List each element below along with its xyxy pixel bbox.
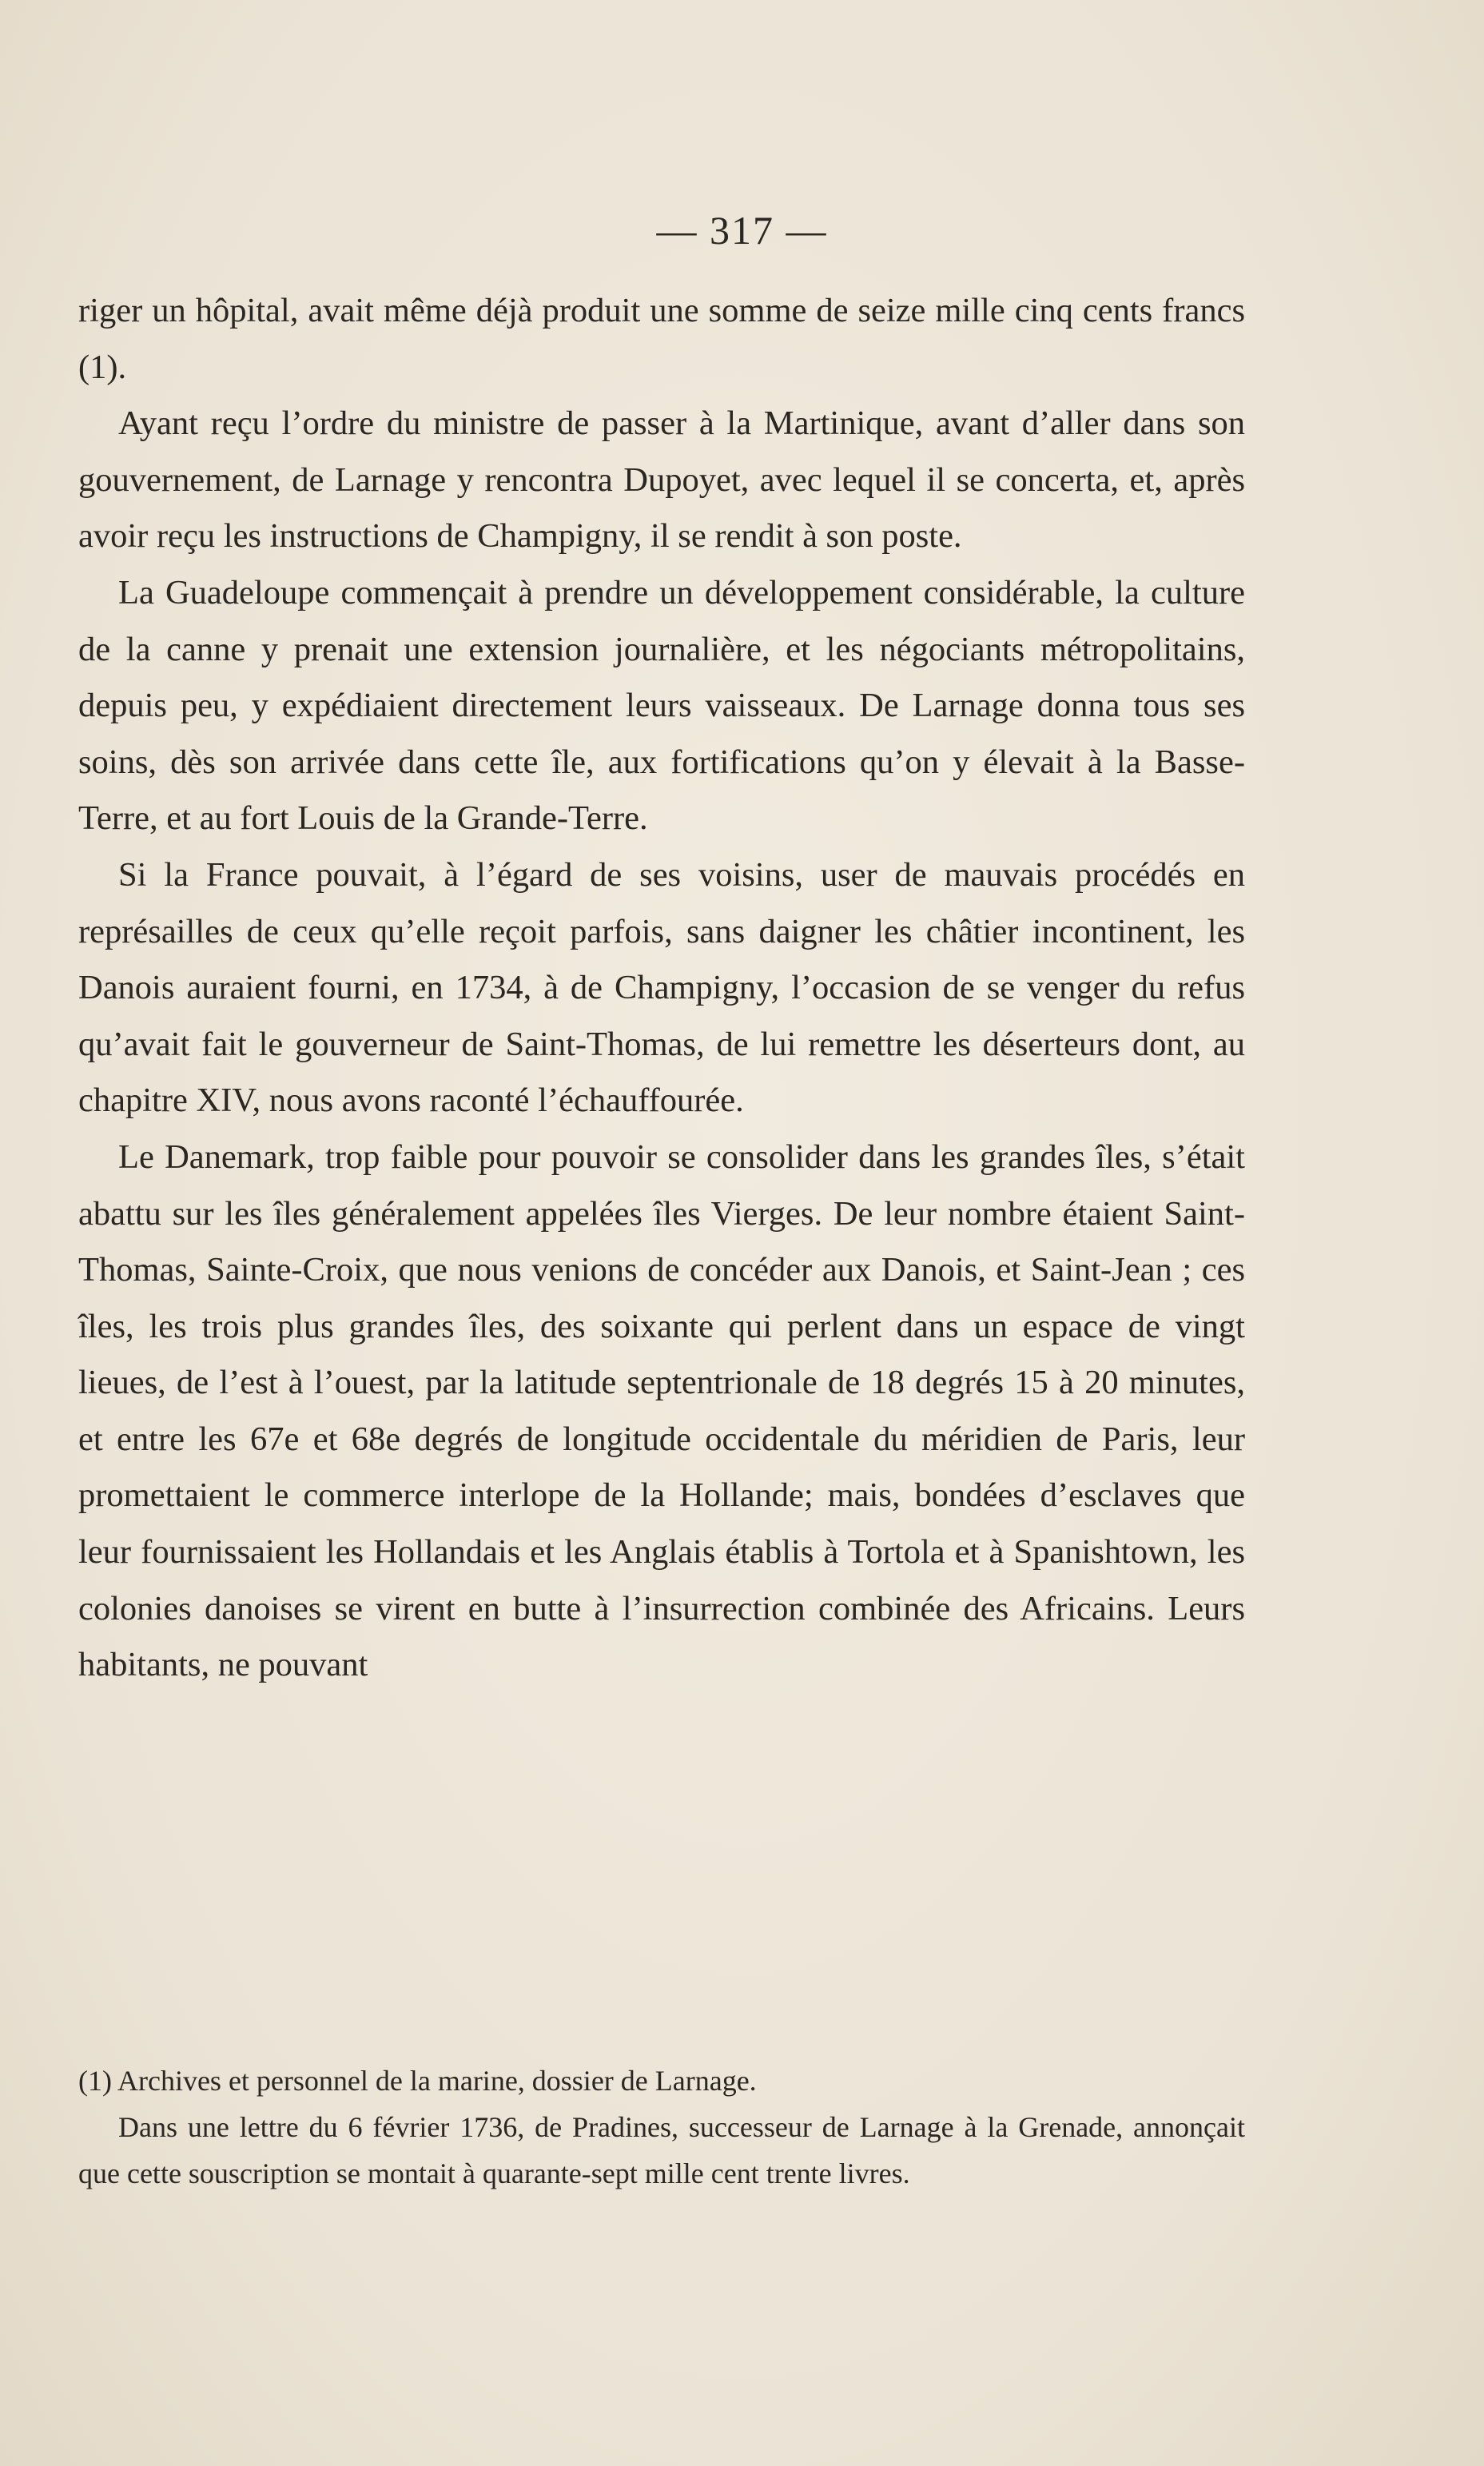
paragraph: La Guadeloupe commençait à prendre un développement considérable, la culture de la canne y prenait une extension journalière, et les négociants métropolitains, depuis peu, y expédiaient directement leurs vaisseaux. De Larnage donna tous ses soins, dès son arrivée dans cette île, aux fortifications qu’on y élevait à la Basse-Terre, et au fort Louis de la Grande-Terre. bbox=[78, 573, 1245, 838]
body-text bbox=[78, 283, 1245, 1694]
footnote-continued: Dans une lettre du 6 février 1736, de Pradines, successeur de Larnage à la Grenade, annonçait que cette souscription se montait à quarante-sept mille cent trente livres. bbox=[78, 2111, 1245, 2189]
footnote: (1) Archives et personnel de la marine, dossier de Larnage. bbox=[78, 2065, 757, 2097]
page-number: — 317 — bbox=[656, 208, 828, 253]
paragraph-continued: riger un hôpital, avait même déjà produit une somme de seize mille cinq cents francs (1). bbox=[78, 292, 1245, 386]
paragraph: Si la France pouvait, à l’égard de ses voisins, user de mauvais procédés en représailles de ceux qu’elle reçoit parfois, sans daigner les châtier incontinent, les Danois auraient fourni, en 1734, à de Champigny, l’occasion de se venger du refus qu’avait fait le gouverneur de Saint-Thomas, de lui remettre les déserteurs dont, au chapitre XIV, nous avons raconté l’échauffourée. bbox=[78, 855, 1245, 1120]
paragraph: Ayant reçu l’ordre du ministre de passer à la Martinique, avant d’aller dans son gouvernement, de Larnage y rencontra Dupoyet, avec lequel il se concerta, et, après avoir reçu les instructions de Champigny, il se rendit à son poste. bbox=[78, 404, 1245, 556]
paragraph: Le Danemark, trop faible pour pouvoir se consolider dans les grandes îles, s’était abattu sur les îles généralement appelées îles Vierges. De leur nombre étaient Saint-Thomas, Sainte-Croix, que nous venions de concéder aux Danois, et Saint-Jean ; ces îles, les trois plus grandes îles, des soixante qui perlent dans un espace de vingt lieues, de l’est à l’ouest, par la latitude septentrionale de 18 degrés 15 à 20 minutes, et entre les 67e et 68e degrés de longitude occidentale du méridien de Paris, leur promettaient le commerce interlope de la Hollande; mais, bondées d’esclaves que leur fournissaient les Hollandais et les Anglais établis à Tortola et à Spanishtown, les colonies danoises se virent en butte à l’insurrection combinée des Africains. Leurs habitants, ne pouvant bbox=[78, 1137, 1245, 1684]
footnotes bbox=[78, 2058, 1245, 2197]
